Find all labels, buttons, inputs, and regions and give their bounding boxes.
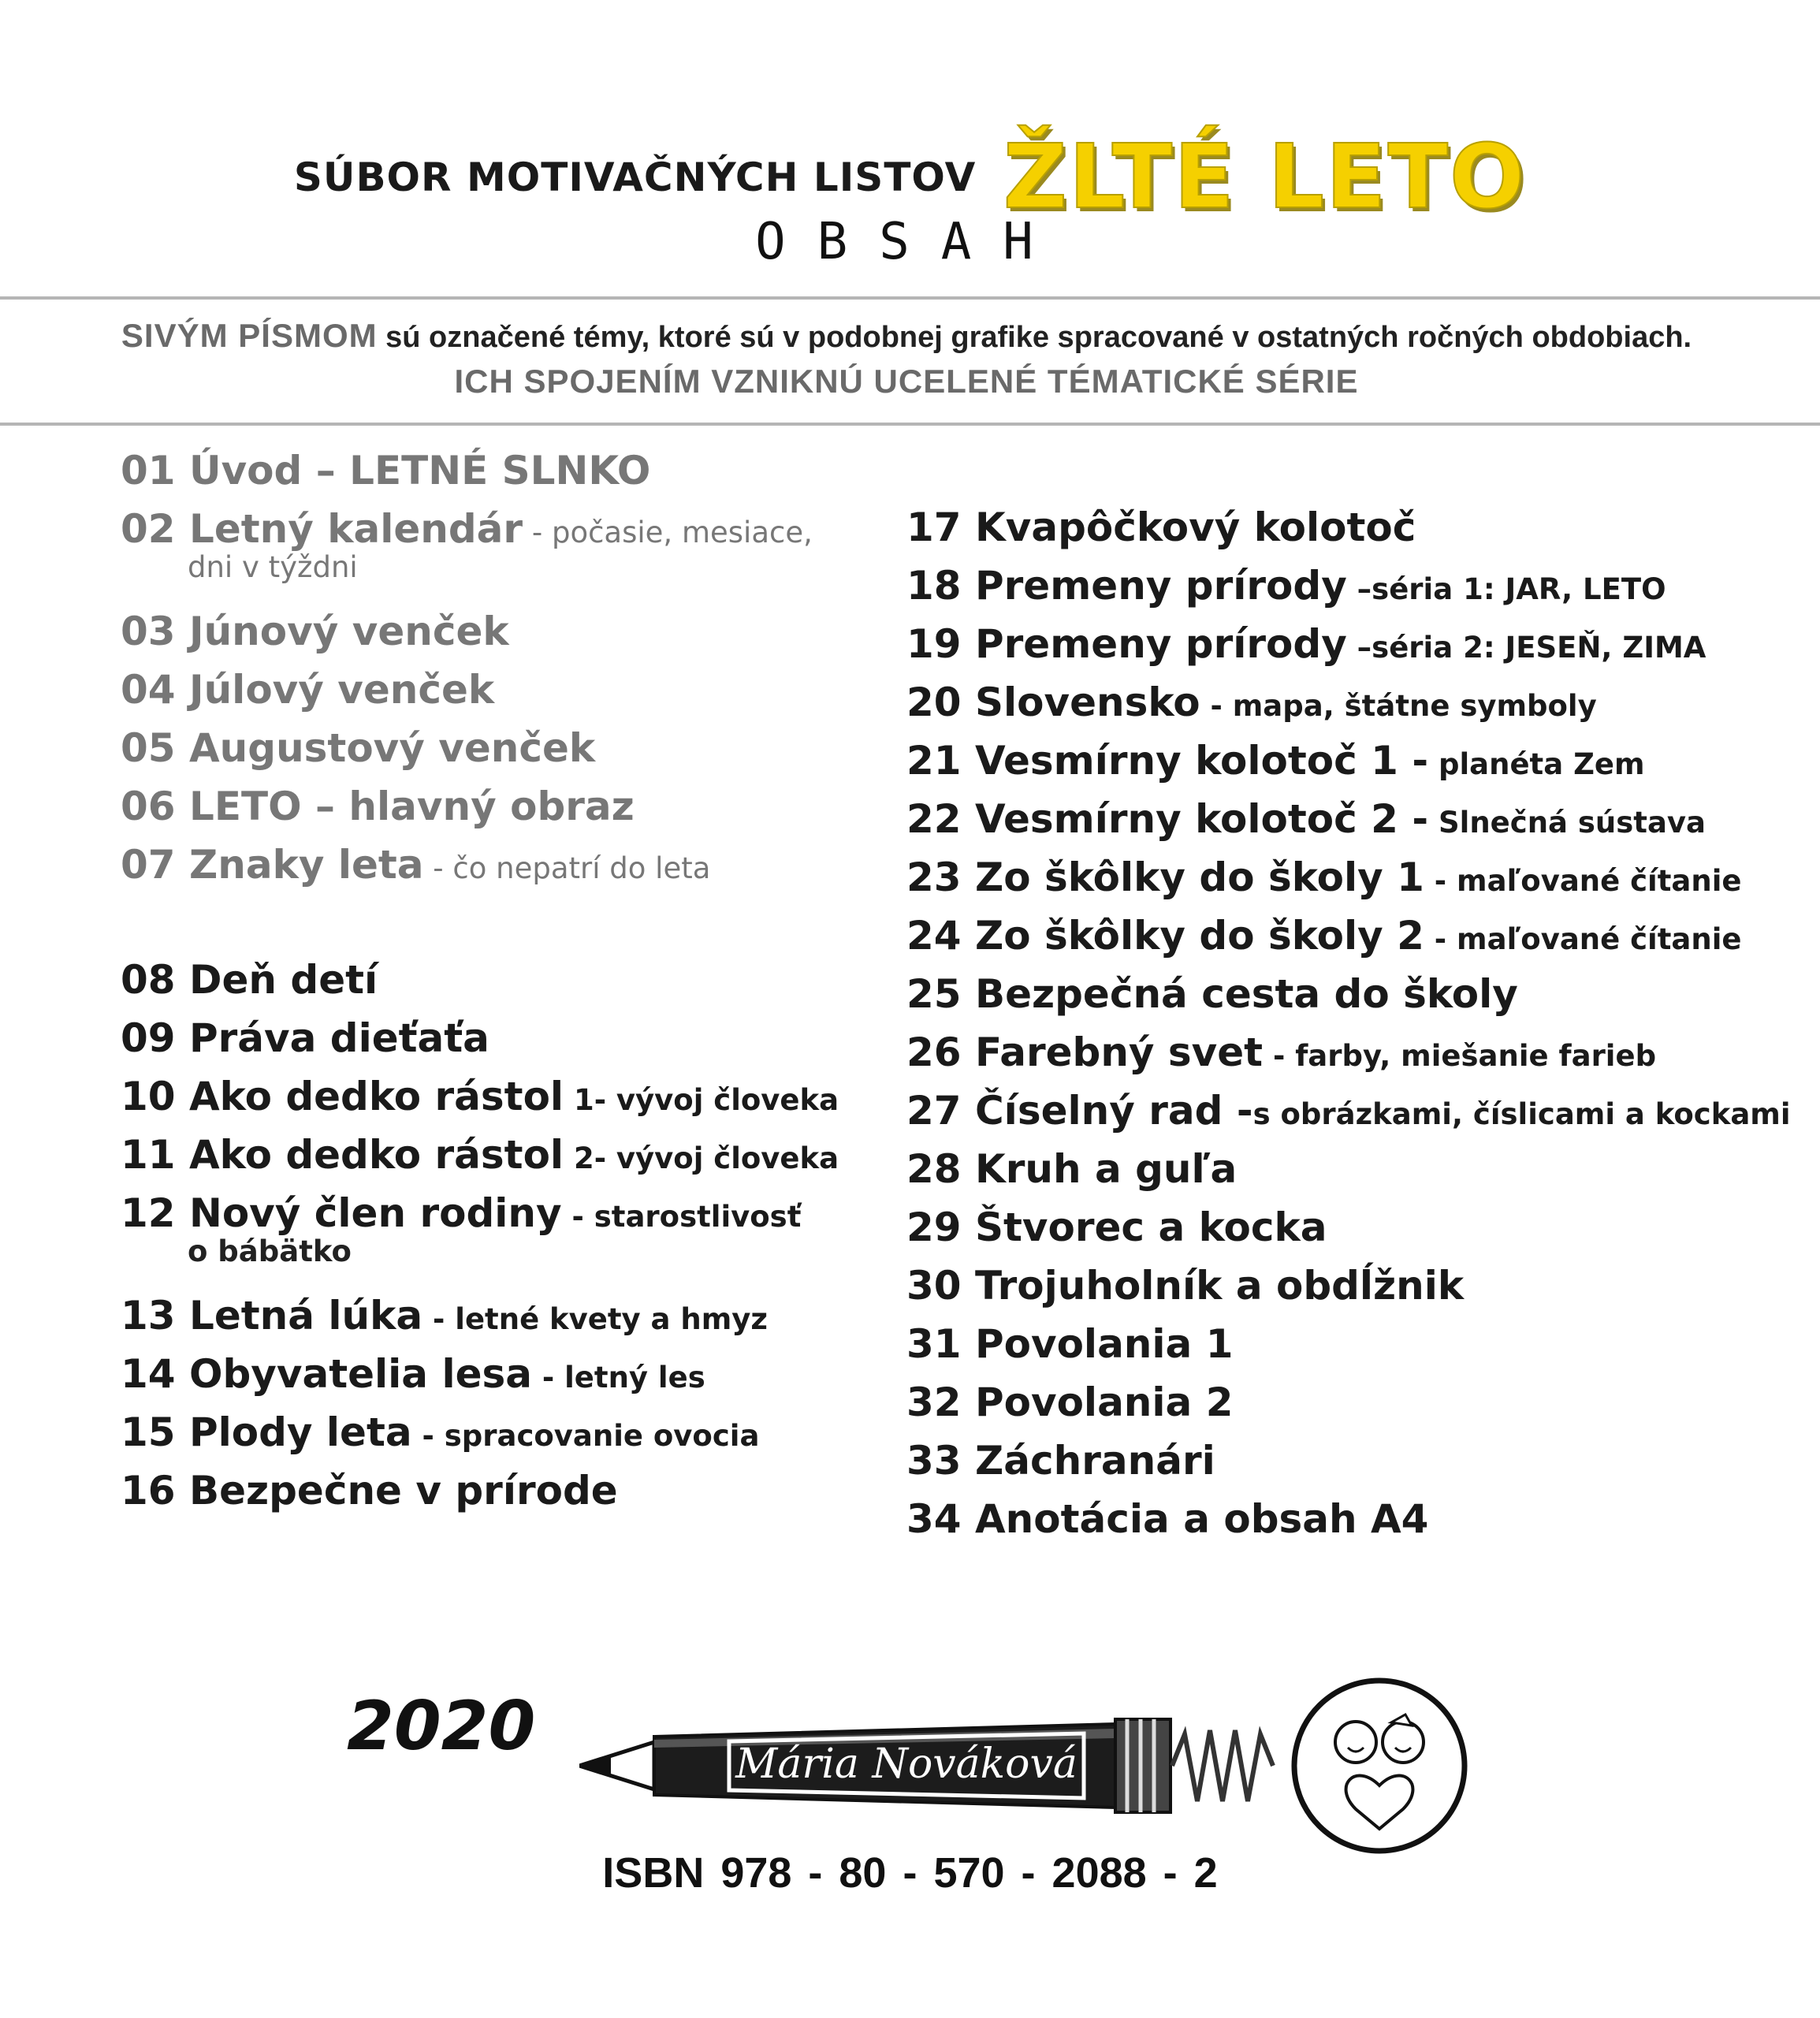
toc-item-title: 01 Úvod – LETNÉ SLNKO (121, 448, 651, 493)
toc-item (906, 1088, 1791, 1134)
toc-item-title: 27 Číselný rad - (906, 1088, 1253, 1134)
toc-item-subtitle: - letné kvety a hmyz (422, 1302, 768, 1336)
toc-item (906, 1263, 1464, 1309)
toc-item-title: 08 Deň detí (121, 957, 378, 1003)
toc-item-subtitle: - spracovanie ovocia (411, 1419, 760, 1453)
toc-item (121, 1074, 839, 1119)
toc-item-title: 04 Júlový venček (121, 667, 495, 713)
toc-item (906, 1321, 1233, 1367)
toc-item-title: 17 Kvapôčkový kolotoč (906, 504, 1416, 550)
toc-item (121, 1132, 839, 1178)
toc-item-title: 13 Letná lúka (121, 1293, 423, 1339)
toc-item-subtitle: - letný les (532, 1361, 705, 1394)
toc-item (121, 842, 710, 888)
toc-item-title: 25 Bezpečná cesta do školy (906, 971, 1518, 1017)
toc-item-title: 16 Bezpečne v prírode (121, 1468, 618, 1514)
toc-item (906, 679, 1597, 725)
toc-item (906, 1146, 1237, 1192)
toc-item (121, 448, 650, 493)
toc-item (906, 1438, 1215, 1484)
toc-item-title: 18 Premeny prírody (906, 563, 1347, 609)
toc-item-subtitle: - mapa, štátne symboly (1200, 689, 1597, 723)
toc-item-subtitle: Slnečná sústava (1428, 806, 1706, 840)
series-label: SÚBOR MOTIVAČNÝCH LISTOV (293, 155, 977, 200)
toc-item-title: 03 Júnový venček (121, 609, 509, 654)
toc-item (121, 1293, 768, 1339)
toc-item (906, 1496, 1428, 1542)
toc-item (121, 1351, 705, 1397)
toc-item (121, 725, 595, 771)
toc-item-subtitle: s obrázkami, číslicami a kockami (1252, 1097, 1791, 1131)
author-name: Mária Nováková (735, 1741, 1077, 1788)
divider-bottom (0, 423, 1820, 426)
kids-heart-logo-icon (1294, 1681, 1465, 1851)
toc-item-title: 24 Zo škôlky do školy 2 (906, 913, 1424, 959)
toc-item (121, 1015, 489, 1061)
toc-item-subtitle: - maľované čítanie (1424, 864, 1742, 898)
toc-item-title: 34 Anotácia a obsah A4 (906, 1496, 1429, 1542)
toc-item (906, 1029, 1656, 1075)
toc-item (121, 506, 813, 552)
toc-item (906, 504, 1416, 550)
note-text: sú označené témy, ktoré sú v podobnej grafike spracované v ostatných ročných obdobiach. (377, 321, 1692, 354)
toc-item-subtitle: - čo nepatrí do leta (423, 851, 711, 885)
toc-item-subtitle: planéta Zem (1428, 747, 1645, 781)
toc-item-subtitle: –séria 1: JAR, LETO (1346, 572, 1666, 606)
toc-item (906, 854, 1742, 900)
note-grey-lead: SIVÝM PÍSMOM (121, 317, 378, 354)
toc-item-subtitle: - farby, miešanie farieb (1263, 1039, 1657, 1073)
toc-item-title: 06 LETO – hlavný obraz (121, 784, 635, 829)
toc-item (906, 1379, 1233, 1425)
isbn: ISBN 978 - 80 - 570 - 2088 - 2 (602, 1849, 1218, 1897)
toc-item-title: 20 Slovensko (906, 679, 1200, 725)
toc-item (121, 667, 494, 713)
toc-item-title: 05 Augustový venček (121, 725, 596, 771)
toc-item (121, 1468, 618, 1514)
pencil-logo-icon (579, 1675, 1486, 1856)
toc-item-title: 30 Trojuholník a obdĺžnik (906, 1263, 1465, 1309)
toc-item-title: 33 Záchranári (906, 1438, 1215, 1484)
toc-item-continuation: dni v týždni (188, 550, 358, 584)
year: 2020 (347, 1687, 536, 1766)
toc-item-title: 32 Povolania 2 (906, 1379, 1234, 1425)
toc-item-title: 19 Premeny prírody (906, 621, 1347, 667)
toc-item (906, 621, 1706, 667)
spring-icon (1172, 1730, 1273, 1801)
toc-item (121, 1190, 801, 1236)
toc-item-title: 07 Znaky leta (121, 842, 424, 888)
toc-item-subtitle: 2- vývoj človeka (564, 1141, 839, 1175)
toc-item (906, 796, 1706, 842)
toc-item-subtitle: - počasie, mesiace, (523, 516, 813, 549)
toc-item (906, 738, 1645, 784)
toc-item (906, 971, 1518, 1017)
toc-item-title: 22 Vesmírny kolotoč 2 - (906, 796, 1429, 842)
toc-item (121, 1409, 759, 1455)
note-grey-tail: ICH SPOJENÍM VZNIKNÚ UCELENÉ TÉMATICKÉ SÉRIE (454, 363, 1359, 400)
toc-item-title: 21 Vesmírny kolotoč 1 - (906, 738, 1429, 784)
toc-item (906, 1204, 1327, 1250)
toc-item-title: 12 Nový člen rodiny (121, 1190, 562, 1236)
legend-note (118, 314, 1695, 405)
toc-item-subtitle: - starostlivosť (561, 1200, 802, 1234)
toc-item-title: 26 Farebný svet (906, 1029, 1264, 1075)
toc-item-title: 14 Obyvatelia lesa (121, 1351, 532, 1397)
toc-item-title: 23 Zo škôlky do školy 1 (906, 854, 1424, 900)
toc-item-title: 02 Letný kalendár (121, 506, 523, 552)
toc-item-continuation: o bábätko (188, 1234, 352, 1268)
divider-top (0, 296, 1820, 300)
toc-item-title: 10 Ako dedko rástol (121, 1074, 564, 1119)
toc-item-title: 11 Ako dedko rástol (121, 1132, 564, 1178)
toc-item (121, 609, 509, 654)
toc-item-subtitle: –séria 2: JESEŇ, ZIMA (1346, 631, 1706, 665)
toc-item-subtitle: 1- vývoj človeka (564, 1083, 839, 1117)
toc-item-title: 31 Povolania 1 (906, 1321, 1234, 1367)
toc-item-title: 28 Kruh a guľa (906, 1146, 1238, 1192)
toc-item-title: 09 Práva dieťaťa (121, 1015, 489, 1061)
toc-item (906, 563, 1666, 609)
brand-title: ŽLTÉ LETO (1003, 126, 1527, 229)
toc-item (121, 957, 378, 1003)
toc-item-subtitle: - maľované čítanie (1424, 922, 1742, 956)
contents-title: OBSAH (755, 213, 1065, 271)
toc-item-title: 15 Plody leta (121, 1409, 412, 1455)
toc-item-title: 29 Štvorec a kocka (906, 1204, 1327, 1250)
toc-item (906, 913, 1742, 959)
toc-item (121, 784, 635, 829)
